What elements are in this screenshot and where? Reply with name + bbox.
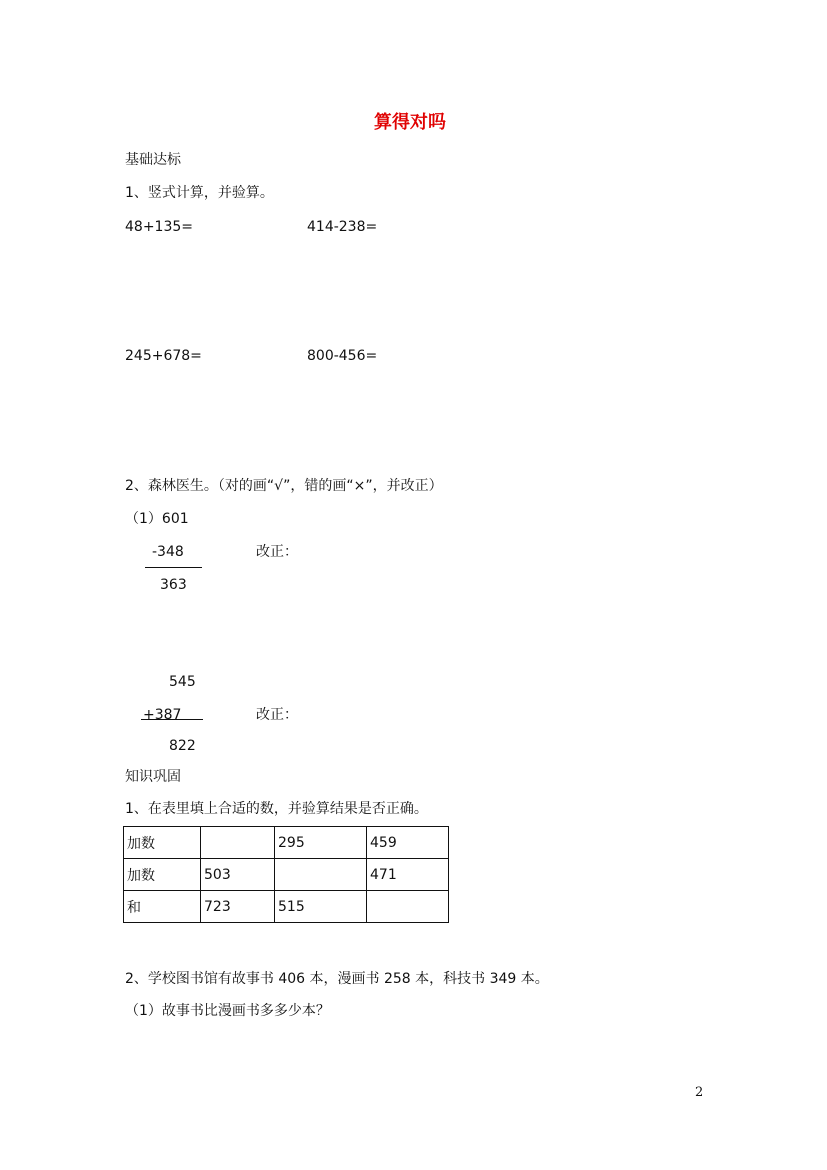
table-cell: 295 — [275, 827, 367, 859]
doctor-item-2-fix-label: 改正： — [256, 707, 298, 723]
library-subquestion-1: （1）故事书比漫画书多多少本？ — [125, 1003, 330, 1019]
doctor-item-1-result: 363 — [160, 577, 187, 593]
problem-800-minus-456: 800-456= — [307, 348, 378, 364]
page-number: 2 — [695, 1085, 704, 1100]
table-cell: 723 — [201, 891, 275, 923]
library-question-prompt: 2、学校图书馆有故事书 406 本，漫画书 258 本，科技书 349 本。 — [125, 971, 549, 987]
section-heading-basic: 基础达标 — [125, 152, 181, 168]
doctor-item-1-fix-label: 改正： — [256, 544, 298, 560]
doctor-item-1-underline — [145, 567, 202, 568]
doctor-item-2-underline — [141, 719, 203, 720]
table-row — [124, 891, 449, 923]
table-cell: 加数 — [124, 859, 201, 891]
table-row — [124, 859, 449, 891]
problem-414-minus-238: 414-238= — [307, 219, 378, 235]
doctor-item-2-result: 822 — [169, 738, 196, 754]
question-1-prompt: 1、竖式计算，并验算。 — [125, 185, 274, 201]
table-cell — [367, 891, 449, 923]
doctor-item-2-addend: 545 — [169, 674, 196, 690]
table-cell: 加数 — [124, 827, 201, 859]
table-question-prompt: 1、在表里填上合适的数，并验算结果是否正确。 — [125, 801, 428, 817]
section-heading-consolidate: 知识巩固 — [125, 769, 181, 785]
doctor-item-1-subtrahend: -348 — [152, 544, 184, 560]
doctor-item-1-label: （1）601 — [125, 511, 189, 527]
table-cell: 503 — [201, 859, 275, 891]
problem-245-plus-678: 245+678= — [125, 348, 202, 364]
table-row — [124, 827, 449, 859]
addition-table — [123, 826, 449, 923]
question-2-prompt: 2、森林医生。（对的画“√”，错的画“×”，并改正） — [125, 478, 443, 494]
table-cell: 459 — [367, 827, 449, 859]
table-cell: 和 — [124, 891, 201, 923]
table-cell: 471 — [367, 859, 449, 891]
page-title: 算得对吗 — [374, 112, 446, 133]
table-cell — [275, 859, 367, 891]
table-cell: 515 — [275, 891, 367, 923]
problem-48-plus-135: 48+135= — [125, 219, 193, 235]
table-cell — [201, 827, 275, 859]
doctor-item-2-addend-2: +387 — [143, 707, 182, 723]
